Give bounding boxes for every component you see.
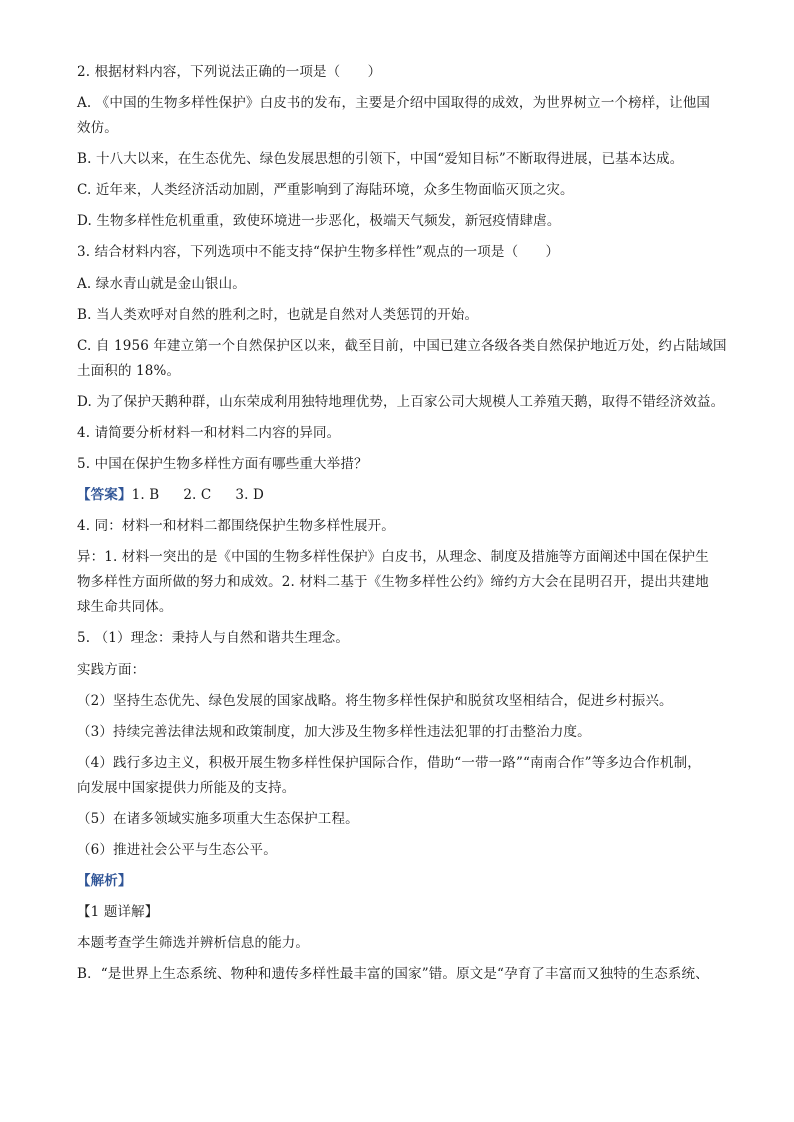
q3-option-d: D. 为了保护天鹅种群，山东荣成利用独特地理优势，上百家公司大规模人工养殖天鹅，取得不错经济效益。 [77, 393, 725, 410]
q4-same: 4. 同：材料一和材料二都围绕保护生物多样性展开。 [77, 518, 395, 535]
q5-point-6: （6）推进社会公平与生态公平。 [77, 841, 277, 858]
q3-option-a: A. 绿水青山就是金山银山。 [77, 275, 246, 292]
q3-option-b: B. 当人类欢呼对自然的胜利之时，也就是自然对人类惩罚的开始。 [77, 306, 479, 323]
q3-option-c-cont: 土面积的 18%。 [77, 362, 181, 379]
q2-stem: 2. 根据材料内容，下列说法正确的一项是（ ） [77, 64, 382, 80]
q3-stem: 3. 结合材料内容，下列选项中不能支持“保护生物多样性”观点的一项是（ ） [77, 244, 560, 261]
answer-3: 3. D [235, 487, 265, 504]
q4-diff-end: 球生命共同体。 [77, 599, 173, 616]
q5-point-3: （3）持续完善法律法规和政策制度，加大涉及生物多样性违法犯罪的打击整治力度。 [77, 723, 591, 740]
q2-option-c: C. 近年来，人类经济活动加剧，严重影响到了海陆环境，众多生物面临灭顶之灾。 [77, 182, 574, 199]
answer-row [77, 483, 727, 508]
q2-option-d: D. 生物多样性危机重重，致使环境进一步恶化，极端天气频发，新冠疫情肆虐。 [77, 213, 561, 230]
q3-option-c: C. 自 1956 年建立第一个自然保护区以来，截至目前，中国已建立各级各类自然保护地近万处，约占陆域国 [77, 337, 727, 354]
answer-1: 1. B [131, 487, 160, 504]
q2-option-b: B. 十八大以来，在生态优先、绿色发展思想的引领下，中国“爱知目标”不断取得进展，已基本达成。 [77, 151, 684, 168]
answer-label: 【答案】 [77, 487, 132, 504]
q5-point-4: （4）践行多边主义，积极开展生物多样性保护国际合作，借助“一带一路”“南南合作”等多边合作机制， [77, 754, 701, 771]
q5-point-1: 5. （1）理念：秉持人与自然和谐共生理念。 [77, 630, 350, 647]
q4-diff-cont: 物多样性方面所做的努力和成效。2. 材料二基于《生物多样性公约》缔约方大会在昆明召开，提出共建地 [77, 574, 709, 591]
q5-point-5: （5）在诸多领域实施多项重大生态保护工程。 [77, 810, 359, 827]
q2-option-a: A. 《中国的生物多样性保护》白皮书的发布，主要是介绍中国取得的成效，为世界树立一个榜样，让他国 [77, 95, 711, 112]
q1-detail-title: 【1 题详解】 [77, 904, 159, 921]
q1-detail-option-b: B．“是世界上生态系统、物种和遗传多样性最丰富的国家”错。原文是“孕育了丰富而又独特的生态系统、 [77, 966, 709, 983]
q5-point-4-cont: 向发展中国家提供力所能及的支持。 [77, 779, 296, 796]
q5-point-2: （2）坚持生态优先、绿色发展的国家战略。将生物多样性保护和脱贫攻坚相结合，促进乡村振兴。 [77, 692, 673, 709]
q5-stem: 5. 中国在保护生物多样性方面有哪些重大举措？ [77, 456, 368, 473]
answer-2: 2. C [183, 487, 212, 504]
q1-detail-line: 本题考查学生筛选并辨析信息的能力。 [77, 935, 310, 952]
q4-diff: 异：1. 材料一突出的是《中国的生物多样性保护》白皮书，从理念、制度及措施等方面阐述中国在保护生 [77, 549, 709, 566]
q5-practice-heading: 实践方面： [77, 661, 146, 678]
document-page [77, 60, 727, 993]
analysis-label: 【解析】 [77, 873, 132, 890]
q4-stem: 4. 请简要分析材料一和材料二内容的异同。 [77, 424, 341, 441]
q2-option-a-cont: 效仿。 [77, 120, 118, 137]
